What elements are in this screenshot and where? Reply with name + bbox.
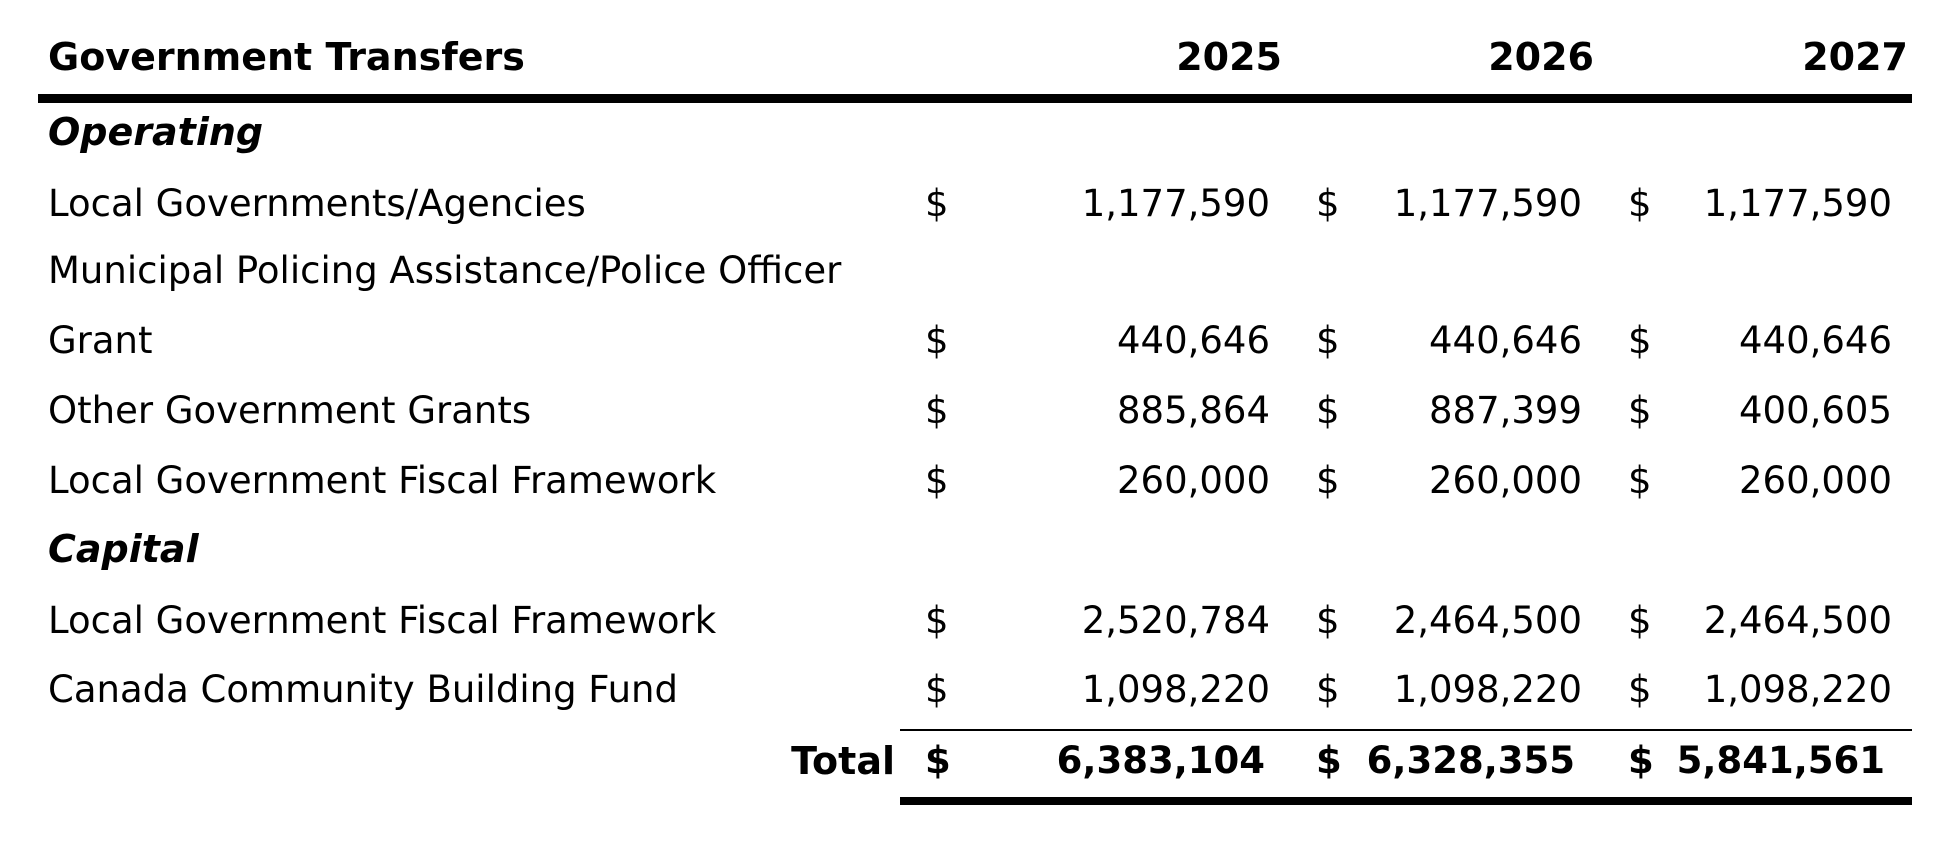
currency-symbol: $: [1316, 599, 1340, 642]
value-2025: 440,646: [1116, 319, 1270, 362]
row-label: Local Government Fiscal Framework: [48, 599, 717, 642]
header-rule: [38, 94, 1912, 103]
value-2027: 260,000: [1738, 459, 1892, 502]
row-label-line2: Grant: [48, 319, 153, 362]
value-2025: 885,864: [1116, 389, 1270, 432]
currency-symbol: $: [1628, 739, 1654, 782]
row-label: Other Government Grants: [48, 389, 532, 432]
currency-symbol: $: [1628, 459, 1652, 502]
currency-symbol: $: [925, 319, 949, 362]
currency-symbol: $: [925, 182, 949, 225]
currency-symbol: $: [1316, 319, 1340, 362]
section-operating: Operating: [48, 110, 264, 154]
row-label: Local Governments/Agencies: [48, 182, 586, 225]
subtotal-rule: [900, 729, 1912, 731]
row-label: Local Government Fiscal Framework: [48, 459, 717, 502]
column-header-2025: 2025: [1176, 35, 1282, 79]
value-2026: 1,177,590: [1393, 182, 1582, 225]
value-2026: 440,646: [1428, 319, 1582, 362]
currency-symbol: $: [925, 389, 949, 432]
section-capital: Capital: [48, 527, 199, 571]
total-double-rule: [900, 797, 1912, 805]
value-2027: 1,098,220: [1703, 668, 1892, 711]
value-2025: 2,520,784: [1081, 599, 1270, 642]
row-label: Canada Community Building Fund: [48, 668, 678, 711]
value-2026: 2,464,500: [1393, 599, 1582, 642]
column-header-2026: 2026: [1488, 35, 1594, 79]
total-label: Total: [791, 739, 895, 783]
total-2026: 6,328,355: [1366, 739, 1575, 782]
currency-symbol: $: [1316, 459, 1340, 502]
value-2025: 260,000: [1116, 459, 1270, 502]
table-title: Government Transfers: [48, 35, 525, 79]
currency-symbol: $: [1316, 389, 1340, 432]
row-label-line1: Municipal Policing Assistance/Police Officer: [48, 249, 842, 292]
value-2026: 260,000: [1428, 459, 1582, 502]
value-2027: 400,605: [1738, 389, 1892, 432]
total-2025: 6,383,104: [1056, 739, 1265, 782]
currency-symbol: $: [1628, 319, 1652, 362]
value-2026: 1,098,220: [1393, 668, 1582, 711]
currency-symbol: $: [1628, 389, 1652, 432]
currency-symbol: $: [1316, 182, 1340, 225]
column-header-2027: 2027: [1802, 35, 1908, 79]
currency-symbol: $: [1316, 668, 1340, 711]
total-2027: 5,841,561: [1676, 739, 1885, 782]
currency-symbol: $: [925, 459, 949, 502]
currency-symbol: $: [925, 668, 949, 711]
currency-symbol: $: [1628, 668, 1652, 711]
currency-symbol: $: [925, 739, 951, 782]
currency-symbol: $: [925, 599, 949, 642]
currency-symbol: $: [1628, 182, 1652, 225]
value-2025: 1,177,590: [1081, 182, 1270, 225]
currency-symbol: $: [1316, 739, 1342, 782]
value-2027: 440,646: [1738, 319, 1892, 362]
value-2027: 1,177,590: [1703, 182, 1892, 225]
currency-symbol: $: [1628, 599, 1652, 642]
value-2025: 1,098,220: [1081, 668, 1270, 711]
value-2026: 887,399: [1428, 389, 1582, 432]
value-2027: 2,464,500: [1703, 599, 1892, 642]
